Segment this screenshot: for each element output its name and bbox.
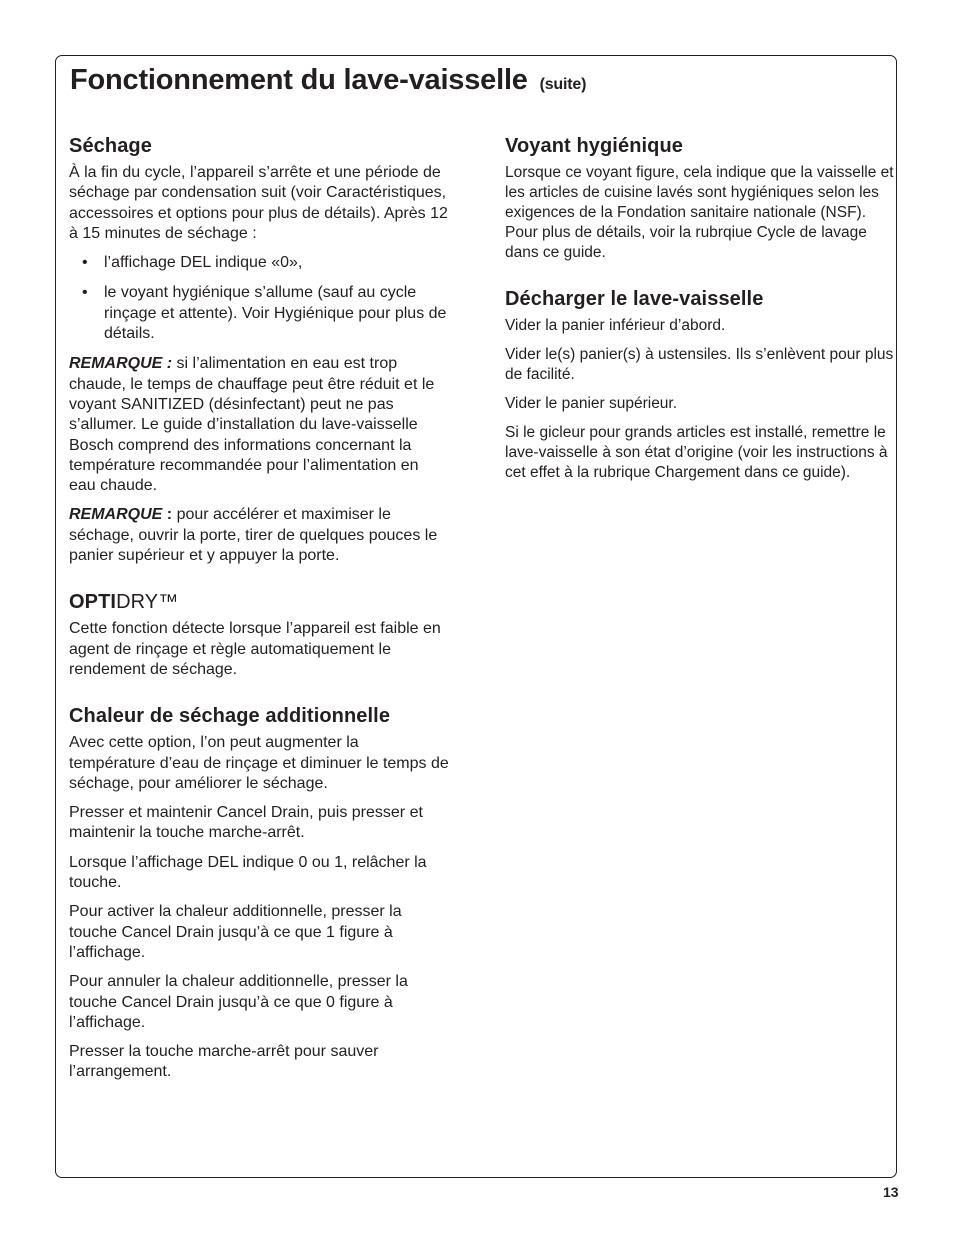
section-decharger	[505, 287, 895, 483]
list-item	[69, 283, 449, 344]
chaleur-paragraph: Avec cette option, l’on peut augmenter la température d’eau de rinçage et diminuer le temps de séchage, pour améliorer le séchage.	[69, 734, 449, 792]
remark-drying-tip	[69, 505, 449, 566]
section-optidry	[69, 590, 449, 680]
heading-optidry-light: DRY™	[116, 591, 179, 614]
page-title-suffix: (suite)	[539, 76, 587, 93]
page-title	[70, 64, 586, 97]
voyant-text: Lorsque ce voyant figure, cela indique que la vaisselle et les articles de cuisine lavés sont hygiéniques selon les exigences de la Fondation sanitaire nationale (NSF). Pour plus de détails, voir la rubrqiue Cycle de lavage dans ce guide.	[505, 164, 894, 261]
heading-optidry	[69, 590, 449, 614]
remark-text: si l’alimentation en eau est trop chaude, le temps de chauffage peut être réduit et le voyant SANITIZED (désinfectant) peut ne pas s’allumer. Le guide d’installation du lave-vaisselle Bosch comprend des informations concernant la température recommandée pour l’alimentation en eau chaude.	[69, 355, 435, 495]
chaleur-paragraph: Pour annuler la chaleur additionnelle, presser la touche Cancel Drain jusqu’à ce que 0 figure à l’affichage.	[69, 973, 408, 1031]
chaleur-paragraph: Lorsque l’affichage DEL indique 0 ou 1, relâcher la touche.	[69, 853, 427, 892]
optidry-text: Cette fonction détecte lorsque l’appareil est faible en agent de rinçage et règle automatiquement le rendement de séchage.	[69, 620, 441, 678]
bullet-icon: •	[82, 284, 88, 302]
decharger-paragraph: Vider le panier supérieur.	[505, 395, 678, 412]
page-title-main: Fonctionnement du lave-vaisselle	[70, 64, 528, 96]
list-item	[69, 253, 449, 273]
remark-water-temperature	[69, 354, 449, 496]
remark-colon: :	[162, 506, 173, 524]
heading-chaleur: Chaleur de séchage additionnelle	[69, 705, 391, 728]
list-item-text: le voyant hygiénique s’allume (sauf au cycle rinçage et attente). Voir Hygiénique pour plus de détails.	[104, 284, 447, 343]
sechage-intro: À la fin du cycle, l’appareil s’arrête et une période de séchage par condensation suit (voir Caractéristiques, accessoires et options pour plus de détails). Après 12 à 15 minutes de séchage :	[69, 164, 448, 242]
right-column	[505, 134, 895, 492]
decharger-paragraph: Si le gicleur pour grands articles est installé, remettre le lave-vaisselle à son état d’origine (voir les instructions à cet effet à la rubrique Chargement dans ce guide).	[505, 424, 888, 481]
bullet-icon: •	[82, 254, 88, 272]
list-item-text: l’affichage DEL indique «0»,	[104, 254, 303, 272]
heading-decharger: Décharger le lave-vaisselle	[505, 288, 764, 310]
page-number: 13	[883, 1184, 899, 1200]
decharger-paragraph: Vider la panier inférieur d’abord.	[505, 317, 726, 334]
chaleur-paragraph: Presser la touche marche-arrêt pour sauver l’arrangement.	[69, 1043, 379, 1081]
section-voyant-hygienique	[505, 134, 895, 263]
heading-voyant-hygienique: Voyant hygiénique	[505, 135, 684, 157]
remark-label: REMARQUE :	[69, 355, 173, 373]
section-chaleur	[69, 704, 449, 1082]
left-column	[69, 134, 449, 1092]
chaleur-paragraph: Presser et maintenir Cancel Drain, puis presser et maintenir la touche marche-arrêt.	[69, 804, 423, 842]
sechage-bullet-list	[69, 253, 449, 344]
heading-sechage: Séchage	[69, 135, 152, 157]
chaleur-paragraph: Pour activer la chaleur additionnelle, presser la touche Cancel Drain jusqu’à ce que 1 figure à l’affichage.	[69, 903, 402, 961]
remark-label: REMARQUE	[69, 506, 163, 524]
decharger-paragraph: Vider le(s) panier(s) à ustensiles. Ils s’enlèvent pour plus de facilité.	[505, 346, 894, 383]
section-sechage	[69, 134, 449, 566]
heading-optidry-bold: OPTI	[69, 591, 117, 614]
remark-text: pour accélérer et maximiser le séchage, ouvrir la porte, tirer de quelques pouces le panier supérieur et y appuyer la porte.	[69, 506, 438, 565]
